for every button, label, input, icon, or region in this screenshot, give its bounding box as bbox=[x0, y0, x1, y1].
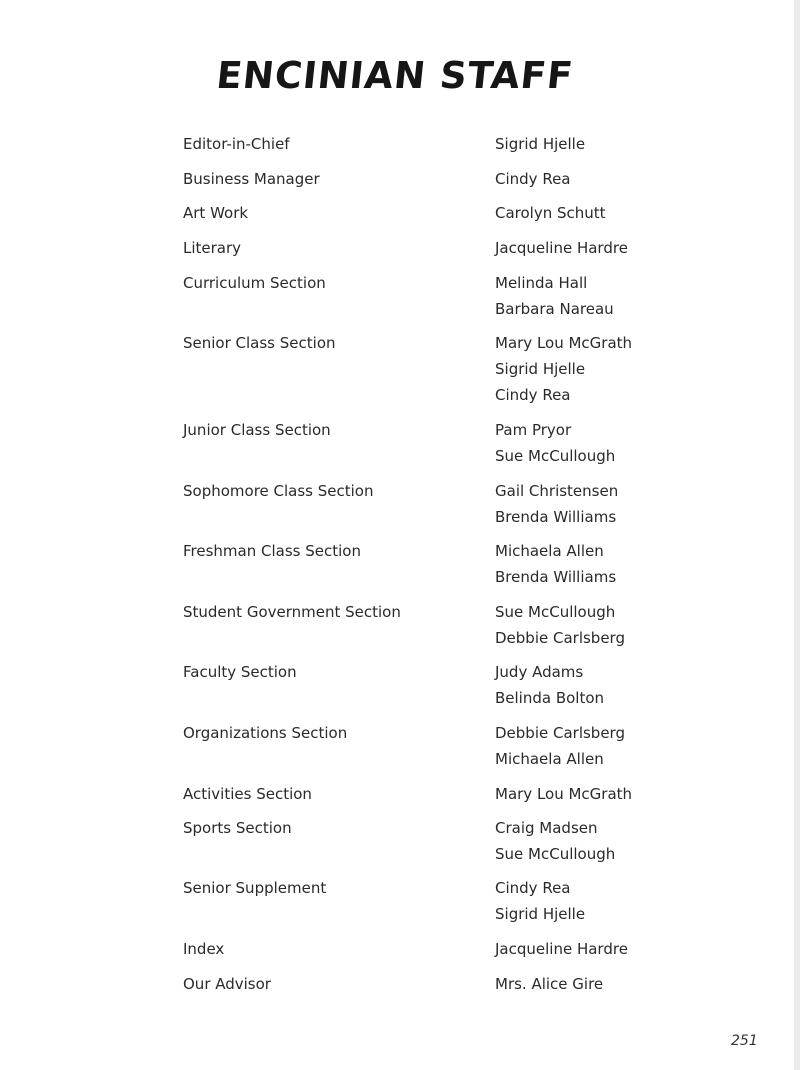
staff-role: Curriculum Section bbox=[183, 274, 326, 292]
staff-role: Senior Class Section bbox=[183, 334, 336, 352]
staff-name: Debbie Carlsberg bbox=[495, 629, 625, 647]
staff-name: Belinda Bolton bbox=[495, 689, 605, 707]
staff-role: Sophomore Class Section bbox=[183, 482, 374, 500]
staff-role: Index bbox=[183, 940, 225, 958]
staff-names bbox=[495, 200, 606, 226]
staff-names bbox=[495, 659, 604, 711]
staff-role: Student Government Section bbox=[183, 603, 401, 621]
staff-name: Sue McCullough bbox=[495, 845, 616, 863]
staff-name: Debbie Carlsberg bbox=[495, 724, 625, 742]
staff-role: Our Advisor bbox=[183, 975, 271, 993]
staff-role: Business Manager bbox=[183, 170, 320, 188]
staff-names bbox=[495, 538, 616, 590]
staff-name: Michaela Allen bbox=[495, 750, 604, 768]
staff-names bbox=[495, 720, 625, 772]
staff-role: Organizations Section bbox=[183, 724, 348, 742]
staff-name: Jacqueline Hardre bbox=[495, 940, 628, 958]
staff-role: Activities Section bbox=[183, 785, 312, 803]
staff-role: Senior Supplement bbox=[183, 879, 327, 897]
staff-names bbox=[495, 936, 628, 962]
staff-name: Mrs. Alice Gire bbox=[495, 975, 604, 993]
staff-role: Faculty Section bbox=[183, 663, 297, 681]
staff-name: Brenda Williams bbox=[495, 508, 617, 526]
staff-names bbox=[495, 971, 603, 997]
staff-role: Freshman Class Section bbox=[183, 542, 361, 560]
staff-name: Sigrid Hjelle bbox=[495, 135, 586, 153]
staff-names bbox=[495, 599, 625, 651]
staff-name: Pam Pryor bbox=[495, 421, 572, 439]
staff-role: Sports Section bbox=[183, 819, 292, 837]
staff-names bbox=[495, 815, 615, 867]
staff-name: Cindy Rea bbox=[495, 170, 571, 188]
staff-name: Judy Adams bbox=[495, 663, 584, 681]
staff-name: Craig Madsen bbox=[495, 819, 598, 837]
staff-name: Sue McCullough bbox=[495, 603, 616, 621]
staff-role: Junior Class Section bbox=[183, 421, 331, 439]
staff-names bbox=[495, 875, 585, 927]
staff-names bbox=[495, 478, 618, 530]
staff-names bbox=[495, 235, 628, 261]
staff-names bbox=[495, 330, 632, 408]
staff-role: Editor-in-Chief bbox=[183, 135, 290, 153]
staff-names bbox=[495, 417, 615, 469]
staff-name: Sue McCullough bbox=[495, 447, 616, 465]
staff-name: Sigrid Hjelle bbox=[495, 360, 586, 378]
staff-names bbox=[495, 131, 585, 157]
page-number: 251 bbox=[731, 1033, 758, 1049]
staff-name: Melinda Hall bbox=[495, 274, 588, 292]
staff-name: Barbara Nareau bbox=[495, 300, 614, 318]
staff-names bbox=[495, 166, 570, 192]
page-title: ENCINIAN STAFF bbox=[214, 54, 576, 97]
staff-name: Brenda Williams bbox=[495, 568, 617, 586]
staff-name: Gail Christensen bbox=[495, 482, 619, 500]
staff-role: Literary bbox=[183, 239, 242, 257]
staff-name: Carolyn Schutt bbox=[495, 204, 606, 222]
staff-name: Cindy Rea bbox=[495, 386, 571, 404]
staff-names bbox=[495, 781, 632, 807]
staff-role: Art Work bbox=[183, 204, 249, 222]
staff-name: Mary Lou McGrath bbox=[495, 334, 633, 352]
staff-name: Sigrid Hjelle bbox=[495, 905, 586, 923]
staff-name: Cindy Rea bbox=[495, 879, 571, 897]
staff-name: Mary Lou McGrath bbox=[495, 785, 633, 803]
staff-name: Michaela Allen bbox=[495, 542, 604, 560]
staff-names bbox=[495, 270, 614, 322]
staff-name: Jacqueline Hardre bbox=[495, 239, 628, 257]
